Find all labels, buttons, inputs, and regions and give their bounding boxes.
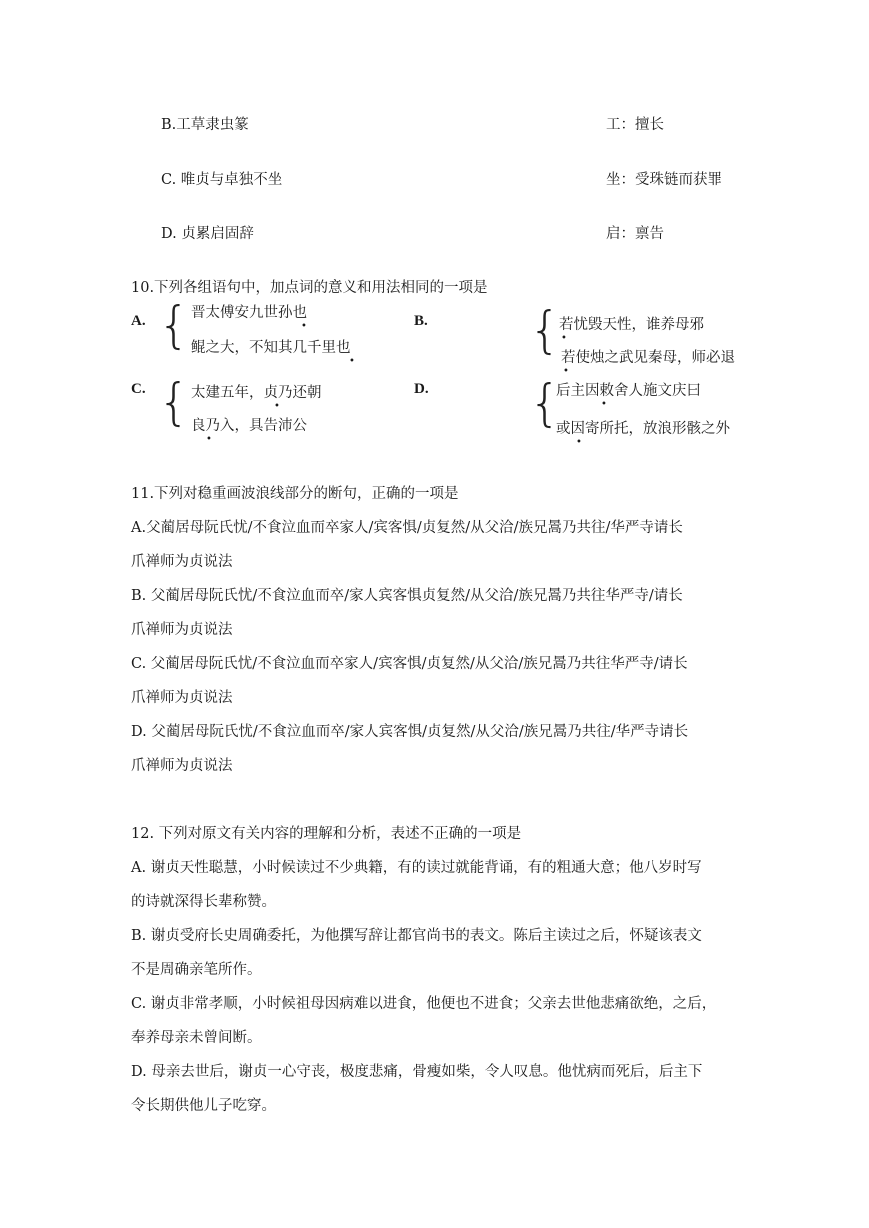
q12-option-a: A. 谢贞天性聪慧，小时候读过不少典籍，有的读过就能背诵，有的粗通大意；他八岁时写 [131,860,702,876]
q10-option-b-letter: B. [414,313,428,329]
brace-a: { [158,296,190,354]
q11-option-c-cont: 爪禅师为贞说法 [131,690,233,706]
emphasis-dot: • [563,366,569,377]
q10-option-d-letter: D. [414,381,429,397]
q12-stem: 12. 下列对原文有关内容的理解和分析，表述不正确的一项是 [131,826,522,842]
q12-option-d: D. 母亲去世后，谢贞一心守丧，极度悲痛，骨瘦如柴，令人叹息。他忧病而死后，后主下 [131,1064,703,1080]
q10-d-line2: 或因寄所托，放浪形骸之外 [556,421,730,437]
q10-c-line1: 太建五年，贞乃还朝 [191,385,322,401]
q9-gloss-b: 工：擅长 [606,117,664,133]
emphasis-dot: • [274,401,280,412]
q12-option-b-cont: 不是周确亲笔所作。 [131,962,262,978]
q9-gloss-c: 坐：受珠链而获罪 [606,172,722,188]
q12-option-c: C. 谢贞非常孝顺，小时候祖母因病难以进食，他便也不进食；父亲去世他悲痛欲绝，之后， [131,996,717,1012]
q9-gloss-d: 启：禀告 [606,226,664,242]
q10-stem: 10.下列各组语句中，加点词的意义和用法相同的一项是 [131,280,488,296]
q12-option-a-cont: 的诗就深得长辈称赞。 [131,894,276,910]
brace-d: { [529,374,561,432]
emphasis-dot: • [561,333,567,344]
q11-option-d-cont: 爪禅师为贞说法 [131,758,233,774]
q10-c-line2: 良乃入，具告沛公 [191,418,307,434]
q10-b-line1: 若忧毁天性，谁养母邪 [559,317,704,333]
q11-option-a-cont: 爪禅师为贞说法 [131,554,233,570]
q9-option-d: D. 贞累启固辞 [161,226,254,242]
emphasis-dot: • [576,437,582,448]
q11-stem: 11.下列对稳重画波浪线部分的断句，正确的一项是 [131,486,459,502]
brace-b: { [529,301,561,359]
emphasis-dot: • [206,434,212,445]
q11-option-a: A.父蔺居母阮氏忧/不食泣血而卒家人/宾客惧/贞复然/从父洽/族兄暠乃共往/华严寺请长 [131,520,683,536]
q10-option-a-letter: A. [131,313,146,329]
q10-option-c-letter: C. [131,381,146,397]
q11-option-c: C. 父蔺居母阮氏忧/不食泣血而卒家人/宾客惧/贞复然/从父洽/族兄暠乃共往华严寺/请长 [131,656,688,672]
q10-b-line2: 若使烛之武见秦母，师必退 [561,350,735,366]
q12-option-c-cont: 奉养母亲未曾间断。 [131,1030,262,1046]
q10-a-line2: 鲲之大，不知其几千里也 [191,340,351,356]
q12-option-b: B. 谢贞受府长史周确委托，为他撰写辞让都官尚书的表文。陈后主读过之后，怀疑该表文 [131,928,702,944]
q10-d-line1: 后主因敕舍人施文庆曰 [556,383,701,399]
q12-option-d-cont: 令长期供他儿子吃穿。 [131,1098,276,1114]
q10-a-line1: 晋太傅安九世孙也 [191,305,307,321]
emphasis-dot: • [301,321,307,332]
q9-option-b: B.工草隶虫篆 [161,117,249,133]
q9-option-c: C. 唯贞与卓独不坐 [161,172,283,188]
emphasis-dot: • [349,356,355,367]
emphasis-dot: • [601,399,607,410]
q11-option-b-cont: 爪禅师为贞说法 [131,622,233,638]
q11-option-d: D. 父蔺居母阮氏忧/不食泣血而卒/家人宾客惧/贞复然/从父洽/族兄暠乃共往/华严寺请长 [131,724,689,740]
brace-c: { [158,373,190,431]
q11-option-b: B. 父蔺居母阮氏忧/不食泣血而卒/家人宾客惧贞复然/从父洽/族兄暠乃共往华严寺/请长 [131,588,683,604]
